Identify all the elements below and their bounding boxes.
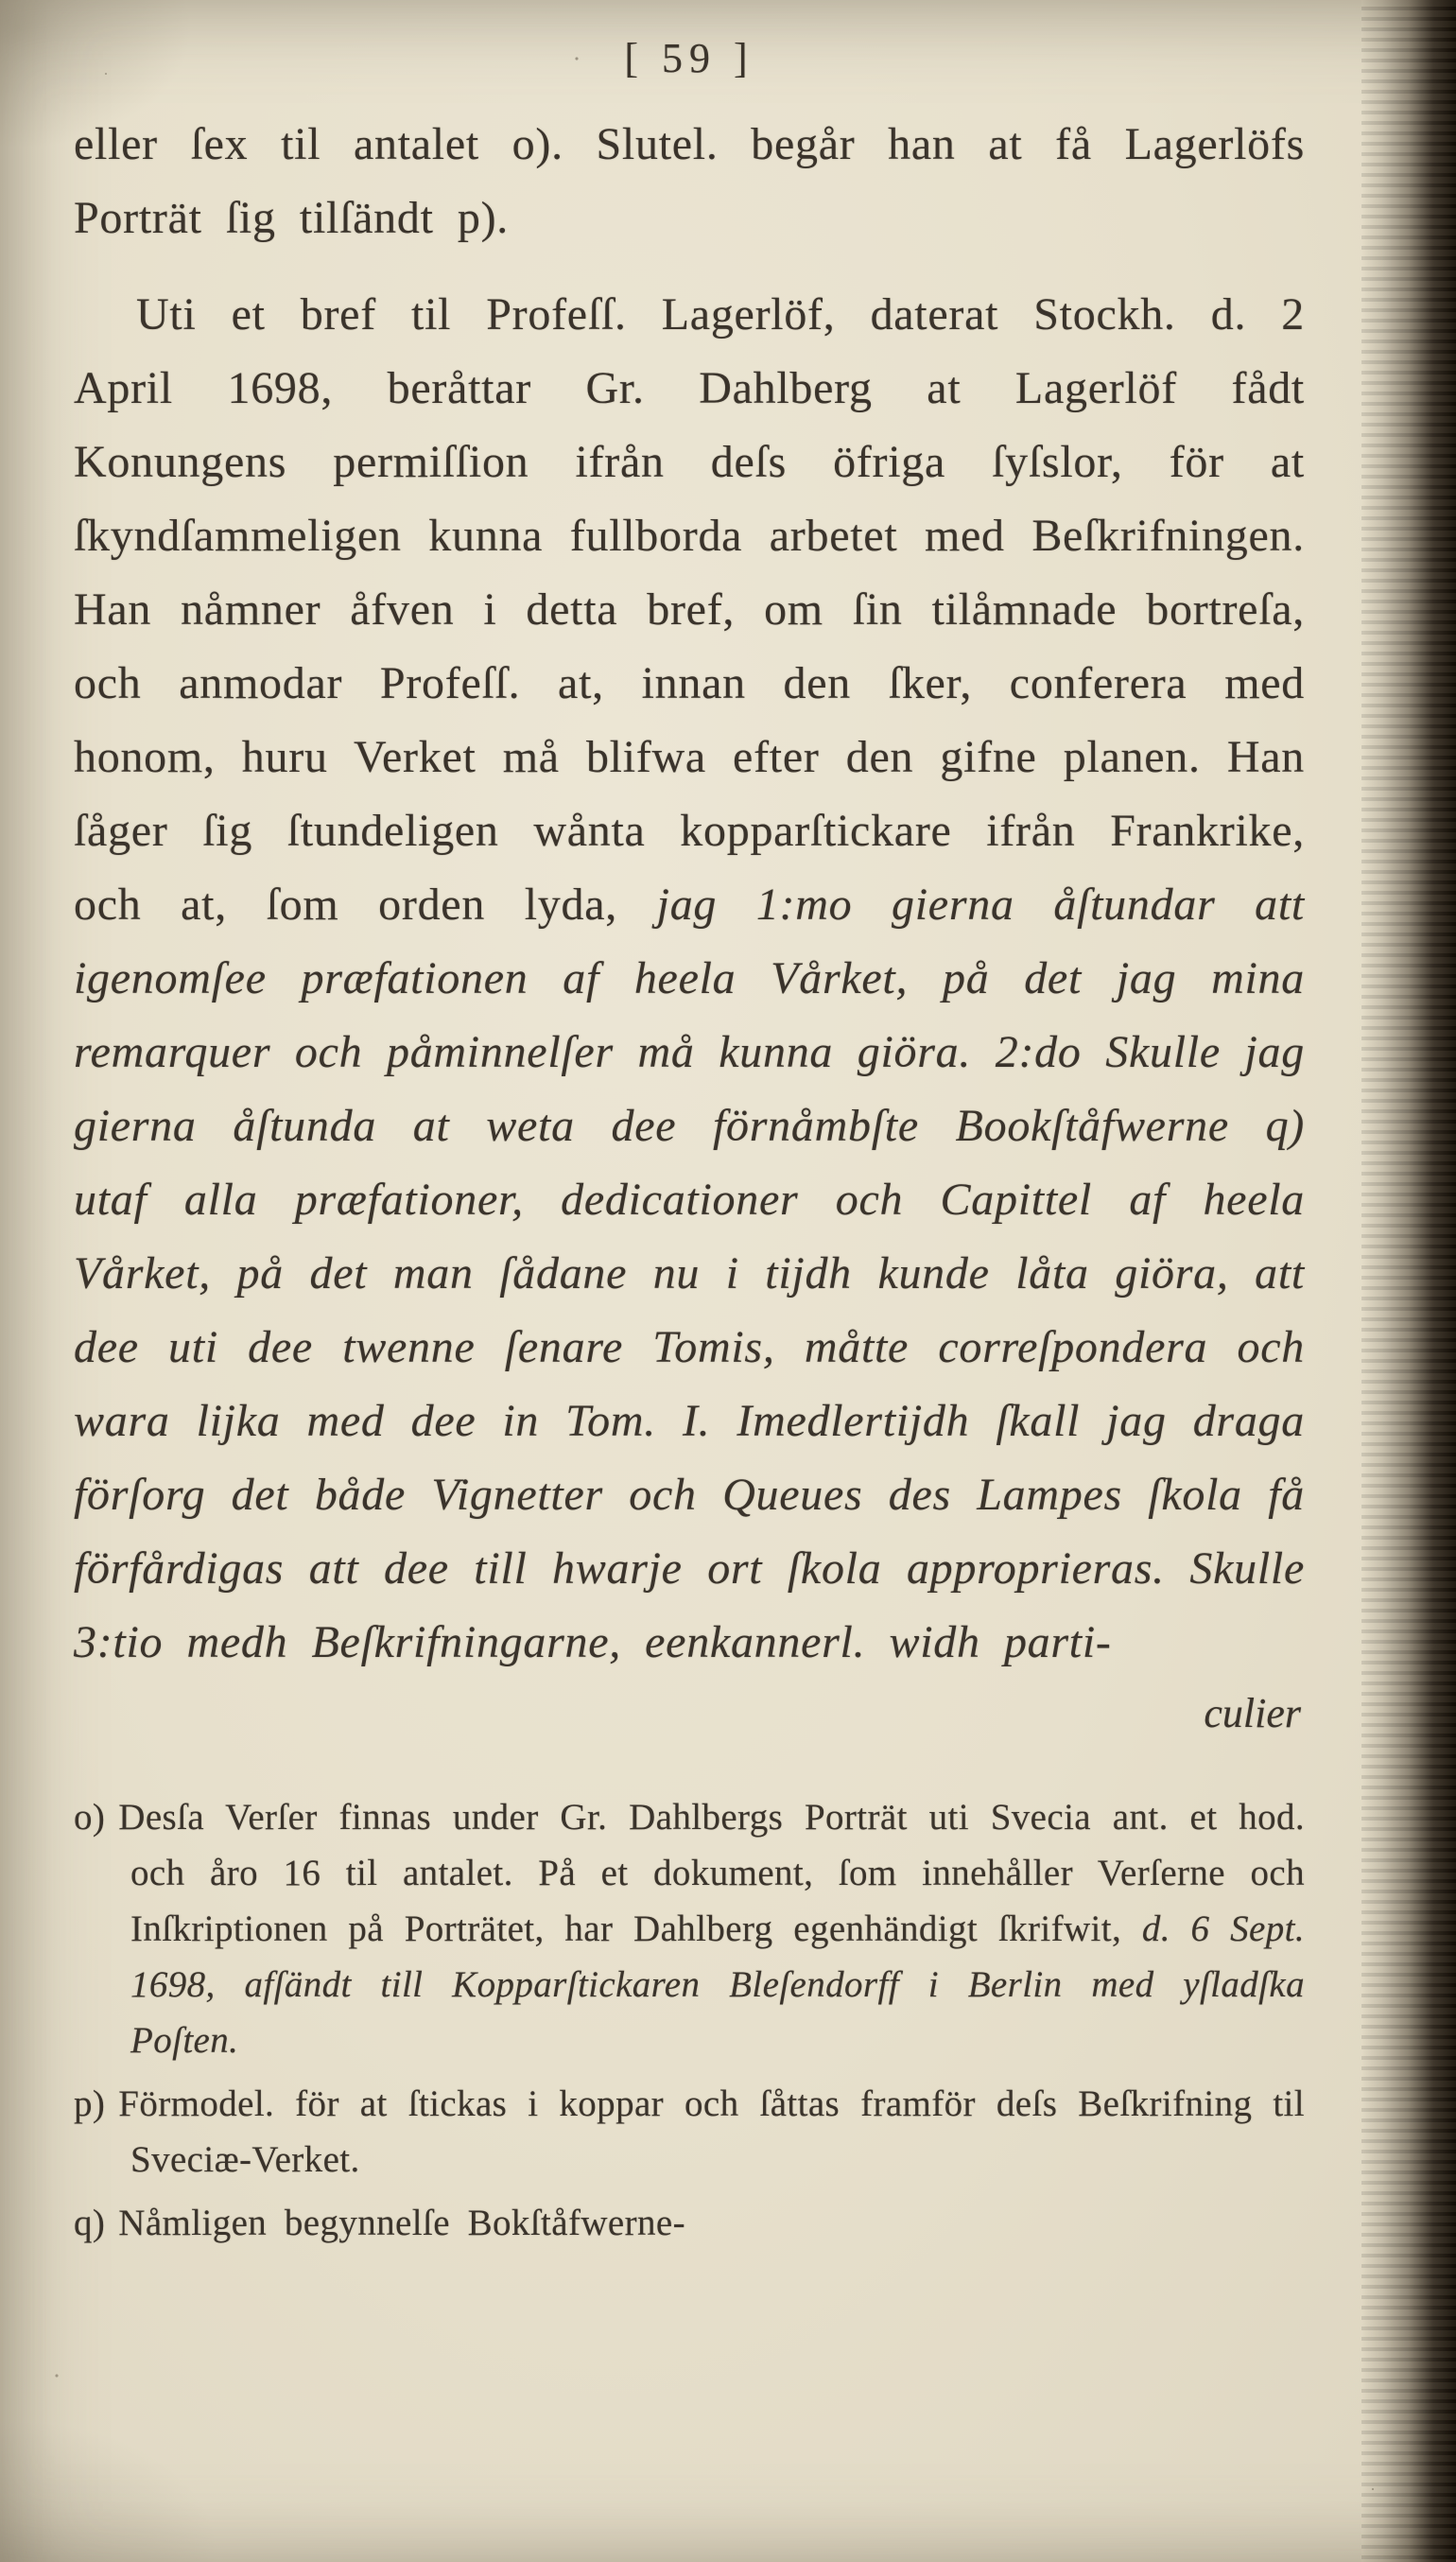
text-run: eller ſex til antalet o). Slutel. begår han at få Lagerlöfs Porträt ſig tilſändt p).	[74, 119, 1305, 243]
text-run: Nåmligen begynnelſe Bokſtåfwerne-	[118, 2203, 685, 2243]
footnote-label: p)	[74, 2083, 106, 2124]
book-edge-shadow	[1361, 0, 1456, 2562]
text-block	[74, 32, 1305, 2258]
italic-text-run: jag 1:mo gierna åſtundar att igenomſee præfationen af heela Vårket, på det jag mina remarquer och påminnelſer må kunna giöra. 2:do Skulle jag gierna åſtunda at weta dee förnåmbſte Bookſtåfwerne q) utaf alla præfationer, dedicationer och Capittel af heela Vårket, på det man ſådane nu i tijdh kunde låta giöra, att dee uti dee twenne ſenare Tomis, måtte correſpondera och wara lijka med dee in Tom. I. Imedlertijdh ſkall jag draga förſorg det både Vignetter och Queues des Lampes ſkola få förfårdigas att dee till hwarje ort ſkola approprieras. Skulle 3:tio medh Beſkrifningarne, eenkannerl. widh parti-	[74, 880, 1305, 1667]
page-number: [ 59 ]	[624, 35, 754, 81]
text-run: Uti et bref til Profeſſ. Lagerlöf, daterat Stockh. d. 2 April 1698, beråttar Gr. Dahlberg at Lagerlöf fådt Konungens permiſſion ifrån deſs öfriga ſyſslor, för at ſkyndſammeligen kunna fullborda arbetet med Beſkrifningen. Han nåmner åfven i detta bref, om ſin tilåmnade bortreſa, och anmodar Profeſſ. at, innan den ſker, conferera med honom, huru Verket må blifwa efter den gifne planen. Han ſåger ſig ſtundeligen wånta kopparſtickare ifrån Frankrike, och at, ſom orden lyda,	[74, 289, 1305, 930]
italic-text-run: d. 6 Sept. 1698, afſändt till Kopparſtickaren Bleſendorff i Berlin med yſladſka Poſten.	[130, 1908, 1305, 2061]
paragraph	[74, 278, 1305, 1680]
footnote	[74, 2076, 1305, 2187]
footnotes	[74, 1789, 1305, 2251]
text-run: Desſa Verſer finnas under Gr. Dahlbergs Porträt uti Svecia ant. et hod. och åro 16 til antalet. På et dokument, ſom innehåller Verſerne och Inſkriptionen på Porträtet, har Dahlberg egenhändigt ſkrifwit,	[118, 1797, 1305, 1949]
text-run: Förmodel. för at ſtickas i koppar och ſåttas framför deſs Beſkrifning til Sveciæ-Verket.	[118, 2083, 1305, 2180]
footnote-label: o)	[74, 1797, 106, 1838]
main-text	[74, 108, 1305, 1680]
paragraph	[74, 108, 1305, 255]
catchword: culier	[1204, 1690, 1301, 1736]
footnote	[74, 1789, 1305, 2068]
footnote	[74, 2195, 1305, 2251]
footnote-label: q)	[74, 2203, 106, 2243]
